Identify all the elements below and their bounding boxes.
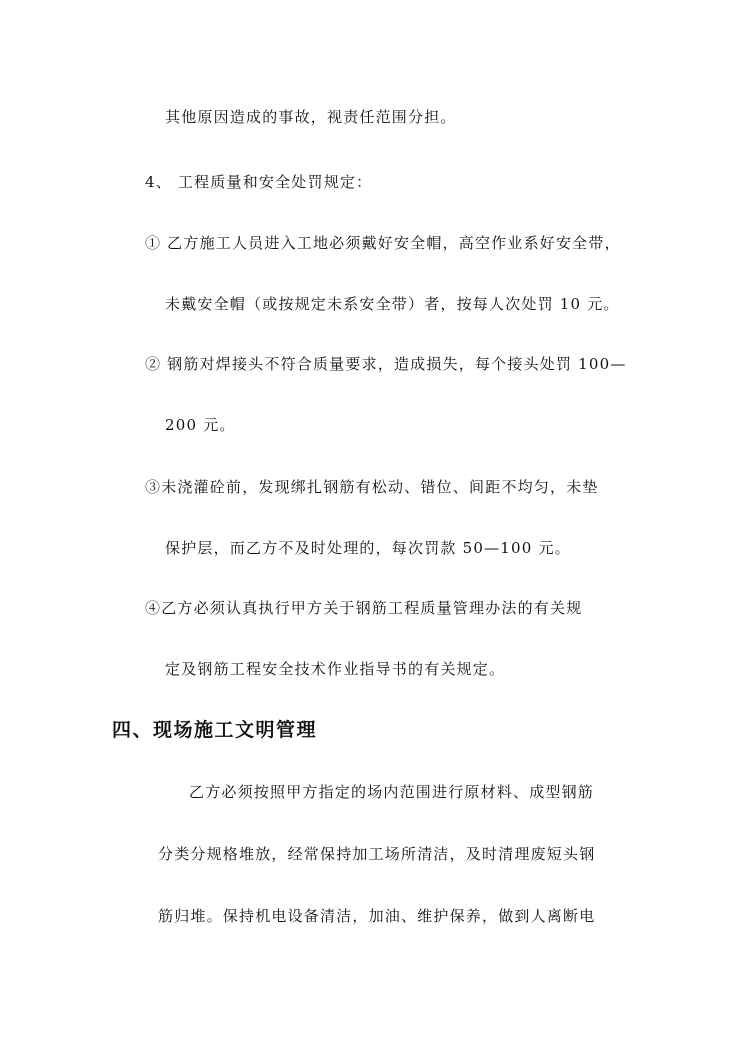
- section-heading: 四、现场施工文明管理: [112, 719, 318, 741]
- rule-2-line-1: ② 钢筋对焊接头不符合质量要求，造成损失，每个接头处罚 100—: [145, 355, 627, 373]
- rule-4-line-1: ④乙方必须认真执行甲方关于钢筋工程质量管理办法的有关规: [145, 599, 583, 617]
- body-line-1: 乙方必须按照甲方指定的场内范围进行原材料、成型钢筋: [189, 783, 595, 801]
- body-line-3: 筋归堆。保持机电设备清洁，加油、维护保养，做到人离断电: [158, 907, 596, 925]
- rule-4-line-2: 定及钢筋工程安全技术作业指导书的有关规定。: [165, 660, 506, 678]
- item-4-heading: 4、 工程质量和安全处罚规定：: [145, 173, 373, 191]
- rule-3-line-2: 保护层，而乙方不及时处理的，每次罚款 50—100 元。: [165, 539, 571, 557]
- rule-3-line-1: ③未浇灌砼前，发现绑扎钢筋有松动、错位、间距不均匀，未垫: [145, 478, 599, 496]
- rule-2-line-2: 200 元。: [165, 416, 236, 434]
- rule-1-line-1: ① 乙方施工人员进入工地必须戴好安全帽，高空作业系好安全带，: [145, 234, 621, 252]
- rule-1-line-2: 未戴安全帽（或按规定未系安全带）者，按每人次处罚 10 元。: [165, 295, 620, 313]
- paragraph-line-1: 其他原因造成的事故，视责任范围分担。: [165, 108, 457, 126]
- body-line-2: 分类分规格堆放，经常保持加工场所清洁，及时清理废短头钢: [158, 845, 596, 863]
